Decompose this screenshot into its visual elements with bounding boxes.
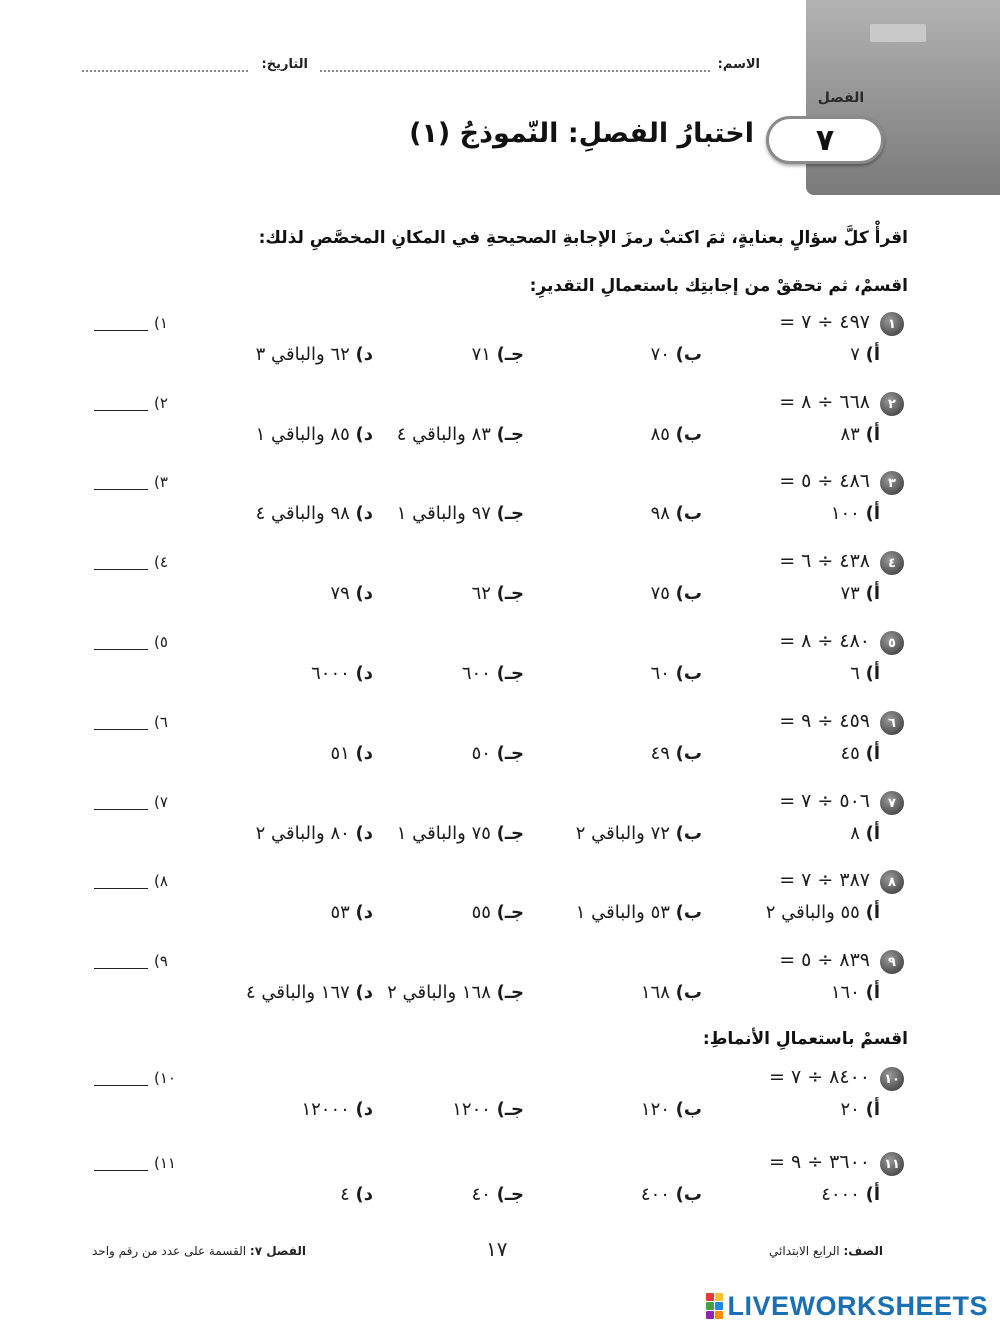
question-expression: ٤٨٦ ÷ ٥ = — [779, 470, 870, 492]
option-c[interactable] — [472, 583, 524, 604]
option-text: ٧٠ — [650, 344, 670, 365]
option-text: ٧٢ والباقي ٢ — [575, 823, 670, 844]
option-d[interactable] — [256, 503, 373, 524]
option-letter: ب) — [675, 902, 702, 923]
option-text: ١٦٨ — [640, 982, 670, 1003]
option-text: ٥٥ — [471, 902, 491, 923]
option-letter: أ) — [865, 583, 880, 604]
tab-decoration — [870, 24, 926, 42]
option-c[interactable] — [397, 823, 524, 844]
page-title: اختبارُ الفصلِ: النّموذجُ (١) — [409, 118, 754, 149]
option-letter: أ) — [865, 344, 880, 365]
logo-text: LIVEWORKSHEETS — [727, 1290, 988, 1321]
option-text: ٤٠٠٠ — [821, 1184, 860, 1205]
option-text: ٥٥ والباقي ٢ — [765, 902, 860, 923]
option-c[interactable] — [397, 503, 524, 524]
footer-chapter — [92, 1244, 306, 1258]
option-letter: د) — [355, 902, 373, 923]
answer-number-label: ٧) — [154, 793, 168, 811]
name-field[interactable] — [320, 70, 710, 72]
answer-blank[interactable] — [94, 1170, 148, 1171]
option-text: ٦ — [850, 663, 860, 684]
answer-number-label: ٤) — [154, 553, 168, 571]
option-text: ١٢٠ — [640, 1099, 670, 1120]
option-letter: جـ) — [496, 1099, 524, 1120]
option-text: ٨ — [850, 823, 860, 844]
question-expression: ٥٠٦ ÷ ٧ = — [779, 790, 870, 812]
option-letter: ب) — [675, 424, 702, 445]
footer-chapter-label: الفصل ٧: — [249, 1244, 307, 1258]
question-expression: ٨٤٠٠ ÷ ٧ = — [768, 1066, 870, 1088]
chapter-number-badge: ٧ — [766, 116, 884, 164]
option-b[interactable] — [641, 1099, 702, 1120]
option-text: ٧٣ — [840, 583, 860, 604]
option-letter: جـ) — [496, 344, 524, 365]
option-letter: ب) — [675, 1099, 702, 1120]
option-text: ٦٢ — [471, 583, 491, 604]
option-letter: جـ) — [496, 902, 524, 923]
option-text: ٤ — [340, 1184, 350, 1205]
option-b[interactable] — [651, 663, 702, 684]
option-d[interactable] — [256, 823, 373, 844]
option-text: ٨٥ والباقي ١ — [255, 424, 350, 445]
option-b[interactable] — [651, 583, 702, 604]
option-letter: د) — [355, 663, 373, 684]
option-text: ٨٠ والباقي ٢ — [255, 823, 350, 844]
answer-number-label: ٥) — [154, 633, 168, 651]
option-letter: د) — [355, 743, 373, 764]
option-a[interactable] — [841, 1099, 880, 1120]
option-letter: د) — [355, 583, 373, 604]
logo-square — [706, 1311, 714, 1319]
answer-blank[interactable] — [94, 410, 148, 411]
option-b[interactable] — [641, 982, 702, 1003]
logo-icon — [706, 1293, 723, 1319]
option-c[interactable] — [472, 1184, 524, 1205]
question-number-badge: ٨ — [880, 870, 904, 894]
option-letter: أ) — [865, 823, 880, 844]
option-text: ٤٥ — [840, 743, 860, 764]
option-text: ٥٣ — [330, 902, 350, 923]
option-d[interactable] — [330, 583, 373, 604]
option-text: ٩٨ والباقي ٤ — [255, 503, 350, 524]
option-c[interactable] — [472, 743, 524, 764]
question-expression: ٤٨٠ ÷ ٨ = — [779, 630, 870, 652]
section-heading-estimation: اقسمْ، ثم تحققْ من إجابتِك باستعمالِ التقديرِ: — [529, 276, 908, 296]
logo-square — [715, 1293, 723, 1301]
option-text: ٨٣ — [840, 424, 860, 445]
option-d[interactable] — [330, 743, 373, 764]
option-text: ٢٠ — [840, 1099, 860, 1120]
option-letter: جـ) — [496, 1184, 524, 1205]
section-heading-patterns: اقسمْ باستعمالِ الأنماطِ: — [702, 1029, 908, 1049]
option-text: ٥٣ والباقي ١ — [575, 902, 670, 923]
answer-blank[interactable] — [94, 809, 148, 810]
general-instructions: اقرأْ كلَّ سؤالٍ بعنايةٍ، ثمَ اكتبْ رمزَ الإجابةِ الصحيحةِ في المكانِ المخصَّصِ لذلك: — [258, 228, 908, 248]
option-c[interactable] — [452, 1099, 524, 1120]
answer-number-label: ٨) — [154, 872, 168, 890]
option-letter: أ) — [865, 424, 880, 445]
question-number-badge: ٩ — [880, 950, 904, 974]
option-letter: جـ) — [496, 743, 524, 764]
option-letter: أ) — [865, 663, 880, 684]
option-letter: ب) — [675, 823, 702, 844]
option-text: ٨٥ — [650, 424, 670, 445]
option-b[interactable] — [651, 344, 702, 365]
option-b[interactable] — [641, 1184, 702, 1205]
option-letter: ب) — [675, 982, 702, 1003]
option-letter: أ) — [865, 902, 880, 923]
logo-square — [715, 1302, 723, 1310]
option-letter: أ) — [865, 503, 880, 524]
option-text: ١٦٧ والباقي ٤ — [245, 982, 350, 1003]
chapter-label: الفصل — [817, 90, 865, 106]
answer-number-label: ٣) — [154, 473, 168, 491]
option-letter: ب) — [675, 1184, 702, 1205]
option-c[interactable] — [387, 982, 524, 1003]
answer-blank[interactable] — [94, 489, 148, 490]
option-letter: ب) — [675, 503, 702, 524]
option-d[interactable] — [256, 344, 373, 365]
option-text: ٨٣ والباقي ٤ — [396, 424, 491, 445]
answer-number-label: ١) — [154, 314, 168, 332]
option-text: ٤٠ — [471, 1184, 491, 1205]
option-text: ١٢٠٠ — [452, 1099, 491, 1120]
option-letter: أ) — [865, 1099, 880, 1120]
option-d[interactable] — [330, 902, 373, 923]
option-a[interactable] — [850, 663, 880, 684]
option-text: ١٠٠ — [830, 503, 860, 524]
option-d[interactable] — [301, 1099, 373, 1120]
answer-blank[interactable] — [94, 569, 148, 570]
question-expression: ٤٣٨ ÷ ٦ = — [779, 550, 870, 572]
option-letter: د) — [355, 503, 373, 524]
option-a[interactable] — [821, 1184, 880, 1205]
option-text: ٦٠ — [650, 663, 670, 684]
option-letter: جـ) — [496, 583, 524, 604]
option-letter: أ) — [865, 1184, 880, 1205]
option-letter: ب) — [675, 583, 702, 604]
question-expression: ٣٨٧ ÷ ٧ = — [779, 869, 870, 891]
option-a[interactable] — [831, 982, 880, 1003]
question-number-badge: ١٠ — [880, 1067, 904, 1091]
option-text: ٧١ — [471, 344, 491, 365]
option-text: ٩٧ والباقي ١ — [396, 503, 491, 524]
logo-square — [706, 1302, 714, 1310]
option-b[interactable] — [651, 503, 702, 524]
question-expression: ٣٦٠٠ ÷ ٩ = — [768, 1151, 870, 1173]
option-letter: د) — [355, 823, 373, 844]
option-c[interactable] — [472, 902, 524, 923]
option-text: ٥٠ — [471, 743, 491, 764]
answer-blank[interactable] — [94, 330, 148, 331]
option-a[interactable] — [850, 823, 880, 844]
option-letter: جـ) — [496, 503, 524, 524]
date-field[interactable] — [82, 70, 248, 72]
option-text: ٤٠٠ — [640, 1184, 670, 1205]
option-text: ٧٥ — [650, 583, 670, 604]
option-a[interactable] — [766, 902, 880, 923]
question-number-badge: ٤ — [880, 551, 904, 575]
footer-grade-value: الرابع الابتدائي — [769, 1244, 840, 1258]
option-b[interactable] — [651, 424, 702, 445]
option-b[interactable] — [576, 902, 702, 923]
answer-blank[interactable] — [94, 1085, 148, 1086]
option-letter: ب) — [675, 663, 702, 684]
question-number-badge: ١ — [880, 312, 904, 336]
answer-number-label: ١١) — [154, 1154, 176, 1172]
option-letter: جـ) — [496, 982, 524, 1003]
liveworksheets-logo[interactable] — [688, 1288, 988, 1324]
option-letter: ب) — [675, 743, 702, 764]
option-a[interactable] — [841, 424, 880, 445]
option-d[interactable] — [246, 982, 373, 1003]
option-a[interactable] — [831, 503, 880, 524]
question-number-badge: ٦ — [880, 711, 904, 735]
option-b[interactable] — [576, 823, 702, 844]
option-letter: أ) — [865, 982, 880, 1003]
logo-square — [706, 1293, 714, 1301]
option-a[interactable] — [841, 743, 880, 764]
answer-number-label: ٢) — [154, 394, 168, 412]
name-label: الاسم: — [717, 57, 760, 72]
footer-grade-label: الصف: — [843, 1244, 883, 1258]
option-letter: د) — [355, 424, 373, 445]
option-letter: د) — [355, 1099, 373, 1120]
date-label: التاريخ: — [261, 57, 308, 72]
option-letter: د) — [355, 1184, 373, 1205]
option-text: ١٢٠٠٠ — [301, 1099, 350, 1120]
question-expression: ٨٣٩ ÷ ٥ = — [779, 949, 870, 971]
option-text: ٦٠٠ — [461, 663, 491, 684]
option-letter: جـ) — [496, 424, 524, 445]
option-letter: جـ) — [496, 823, 524, 844]
option-c[interactable] — [397, 424, 524, 445]
option-a[interactable] — [841, 583, 880, 604]
answer-number-label: ١٠) — [154, 1069, 176, 1087]
option-text: ٦٢ والباقي ٣ — [255, 344, 350, 365]
option-letter: د) — [355, 982, 373, 1003]
answer-blank[interactable] — [94, 968, 148, 969]
question-number-badge: ٧ — [880, 791, 904, 815]
logo-square — [715, 1311, 723, 1319]
option-text: ٥١ — [330, 743, 350, 764]
question-expression: ٤٩٧ ÷ ٧ = — [779, 311, 870, 333]
question-number-badge: ٣ — [880, 471, 904, 495]
option-c[interactable] — [472, 344, 524, 365]
question-number-badge: ٥ — [880, 631, 904, 655]
option-letter: ب) — [675, 344, 702, 365]
question-expression: ٤٥٩ ÷ ٩ = — [779, 710, 870, 732]
option-d[interactable] — [311, 663, 373, 684]
option-a[interactable] — [850, 344, 880, 365]
question-expression: ٦٦٨ ÷ ٨ = — [779, 391, 870, 413]
page-number: ١٧ — [486, 1237, 508, 1261]
option-c[interactable] — [462, 663, 524, 684]
option-b[interactable] — [651, 743, 702, 764]
question-number-badge: ٢ — [880, 392, 904, 416]
answer-number-label: ٩) — [154, 952, 168, 970]
answer-blank[interactable] — [94, 729, 148, 730]
option-d[interactable] — [340, 1184, 373, 1205]
footer-grade — [769, 1244, 883, 1258]
option-d[interactable] — [256, 424, 373, 445]
answer-blank[interactable] — [94, 649, 148, 650]
footer-chapter-value: القسمة على عدد من رقم واحد — [92, 1244, 247, 1258]
option-text: ٩٨ — [650, 503, 670, 524]
option-text: ٧٩ — [330, 583, 350, 604]
option-text: ٧٥ والباقي ١ — [396, 823, 491, 844]
option-text: ٦٠٠٠ — [311, 663, 350, 684]
option-text: ٤٩ — [650, 743, 670, 764]
option-letter: د) — [355, 344, 373, 365]
answer-blank[interactable] — [94, 888, 148, 889]
option-letter: جـ) — [496, 663, 524, 684]
option-text: ١٦٨ والباقي ٢ — [387, 982, 491, 1003]
option-text: ١٦٠ — [830, 982, 860, 1003]
option-letter: أ) — [865, 743, 880, 764]
question-number-badge: ١١ — [880, 1152, 904, 1176]
option-text: ٧ — [850, 344, 860, 365]
answer-number-label: ٦) — [154, 713, 168, 731]
